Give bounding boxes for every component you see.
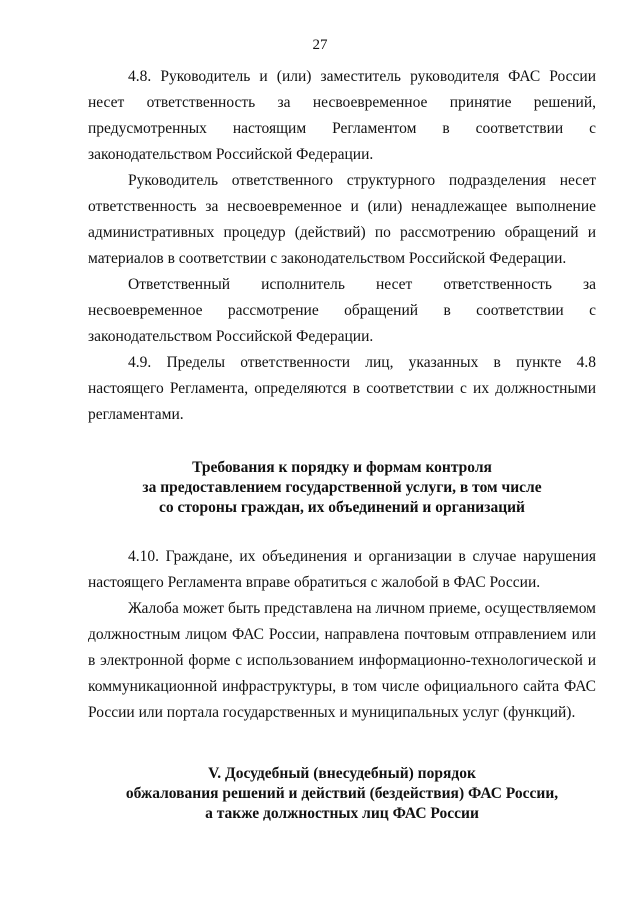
paragraph-complaint-submission: Жалоба может быть представлена на личном приеме, осуществляемом должностным лицом ФАС России, направлена почтовым отправлением или в электронной форме с использованием информационно-технологической и коммуникационной инфраструктуры, в том числе официального сайта ФАС России или портала государственных и муниципальных услуг (функций).	[88, 600, 596, 721]
heading-line: обжалования решений и действий (бездействия) ФАС России,	[125, 785, 559, 802]
heading-line: за предоставлением государственной услуги, в том числе	[142, 479, 542, 496]
paragraph-4-10: 4.10. Граждане, их объединения и организации в случае нарушения настоящего Регламента вправе обратиться с жалобой в ФАС России.	[88, 548, 596, 591]
heading-line: со стороны граждан, их объединений и организаций	[159, 499, 525, 516]
document-body	[88, 64, 596, 824]
heading-line: V. Досудебный (внесудебный) порядок	[208, 765, 476, 782]
heading-control-requirements	[88, 458, 596, 518]
paragraph-4-8: 4.8. Руководитель и (или) заместитель руководителя ФАС России несет ответственность за несвоевременное принятие решений, предусмотренных настоящим Регламентом в соответствии с законодательством Российской Федерации.	[88, 68, 596, 163]
paragraph-structural-head-responsibility: Руководитель ответственного структурного подразделения несет ответственность за несвоевременное и (или) ненадлежащее выполнение административных процедур (действий) по рассмотрению обращений и материалов в соответствии с законодательством Российской Федерации.	[88, 172, 596, 267]
paragraph-executor-responsibility: Ответственный исполнитель несет ответственность за несвоевременное рассмотрение обращений в соответствии с законодательством Российской Федерации.	[88, 276, 596, 345]
heading-section-v	[88, 764, 596, 824]
heading-line: а также должностных лиц ФАС России	[205, 805, 479, 822]
paragraph-4-9: 4.9. Пределы ответственности лиц, указанных в пункте 4.8 настоящего Регламента, определяются в соответствии с их должностными регламентами.	[88, 354, 596, 423]
page-number: 27	[312, 37, 328, 53]
heading-line: Требования к порядку и формам контроля	[192, 459, 492, 476]
